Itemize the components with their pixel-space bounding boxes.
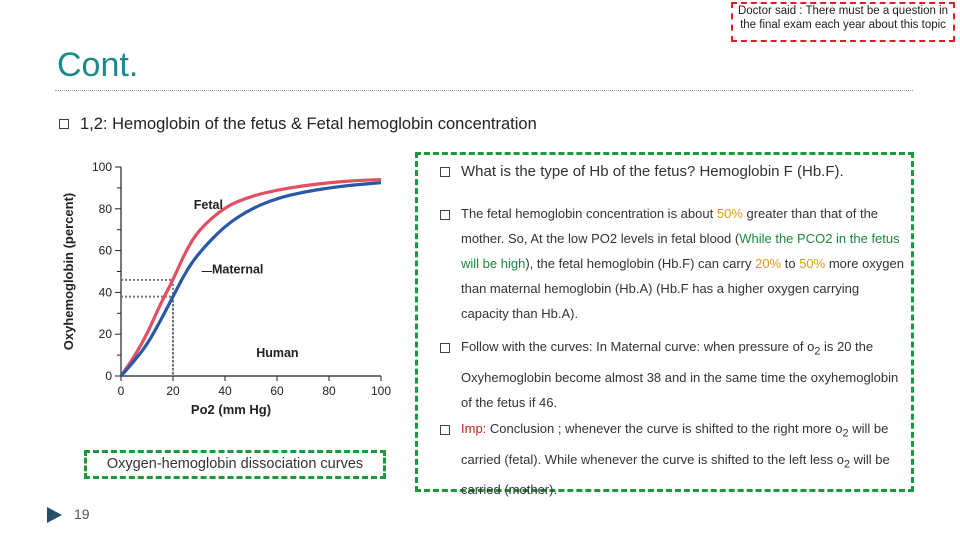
title-divider: [55, 90, 913, 91]
text-segment: to: [781, 256, 800, 271]
checkbox-bullet-icon: [440, 209, 450, 223]
series-line-maternal: [121, 183, 381, 376]
checkbox-bullet-icon: [440, 166, 450, 180]
slide-arrow-icon: [47, 507, 62, 523]
fetal-concentration-paragraph: [461, 201, 906, 326]
highlight-pco2-note: While the PCO2 in the fetus will be high: [461, 231, 900, 271]
curves-paragraph: [461, 334, 906, 415]
text-segment: ), the fetal hemoglobin (Hb.F) can carry: [525, 256, 756, 271]
human-label: Human: [256, 346, 299, 361]
page-number: 19: [74, 506, 90, 522]
highlight-percent: 50%: [716, 206, 743, 221]
fetal-curve-label: Fetal: [193, 197, 223, 212]
maternal-curve-label: Maternal: [212, 262, 264, 277]
text-segment: is 20 the Oxyhemoglobin become almost 38 and in the same time the oxyhemoglobin of the fetus if 46.: [461, 339, 899, 410]
checkbox-bullet-icon: [440, 424, 450, 438]
x-tick-label: 100: [370, 384, 392, 398]
y-axis-label: Oxyhemoglobin (percent): [61, 192, 76, 351]
subscript: 2: [843, 458, 850, 471]
x-tick-label: 40: [218, 384, 232, 398]
subscript: 2: [814, 345, 821, 358]
dissociation-chart: [55, 155, 400, 420]
highlight-percent: 50%: [799, 256, 826, 271]
text-segment: more oxygen than maternal hemoglobin (Hb.A) (Hb.F has a higher oxygen carrying capacity than Hb.A).: [461, 256, 904, 321]
doctor-note-box: [731, 2, 955, 42]
fetus-hb-question: [461, 158, 906, 185]
conclusion-paragraph: [461, 416, 906, 502]
x-tick-label: 80: [322, 384, 336, 398]
y-tick-label: 60: [98, 243, 112, 258]
text-segment: The fetal hemoglobin concentration is about: [461, 206, 717, 221]
answer-text: Hemoglobin F (Hb.F).: [695, 163, 844, 180]
x-axis-label: Po2 (mm Hg): [190, 402, 272, 417]
question-text: What is the type of Hb of the fetus?: [461, 163, 696, 180]
text-segment: Follow with the curves: In Maternal curve: when pressure of o: [461, 339, 815, 354]
x-tick-label: 0: [117, 384, 125, 398]
imp-label: Imp:: [461, 421, 487, 436]
y-tick-label: 100: [91, 160, 112, 174]
text-segment: will be carried (fetal). While whenever the curve is shifted to the left less o: [461, 421, 889, 467]
checkbox-bullet-icon: [59, 118, 69, 132]
text-segment: will be carried (mother).: [461, 451, 890, 498]
figure-caption: Oxygen-hemoglobin dissociation curves: [84, 450, 386, 479]
x-tick-label: 60: [270, 384, 284, 398]
main-bullet-text: 1,2: Hemoglobin of the fetus & Fetal hemoglobin concentration: [80, 115, 537, 133]
highlight-percent: 20%: [755, 256, 782, 271]
text-segment: Conclusion ; whenever the curve is shifted to the right more o: [486, 421, 843, 436]
subscript: 2: [842, 427, 849, 440]
text-segment: greater than that of the mother. So, At the low PO2 levels in fetal blood (: [461, 206, 879, 246]
doctor-note-text: Doctor said : There must be a question in the final exam each year about this topic: [737, 5, 949, 31]
y-tick-label: 0: [105, 369, 112, 383]
slide-title: Cont.: [57, 46, 139, 84]
x-tick-label: 20: [166, 384, 180, 398]
y-tick-label: 80: [98, 201, 112, 216]
checkbox-bullet-icon: [440, 342, 450, 356]
y-tick-label: 40: [98, 285, 112, 300]
y-tick-label: 20: [98, 327, 112, 342]
